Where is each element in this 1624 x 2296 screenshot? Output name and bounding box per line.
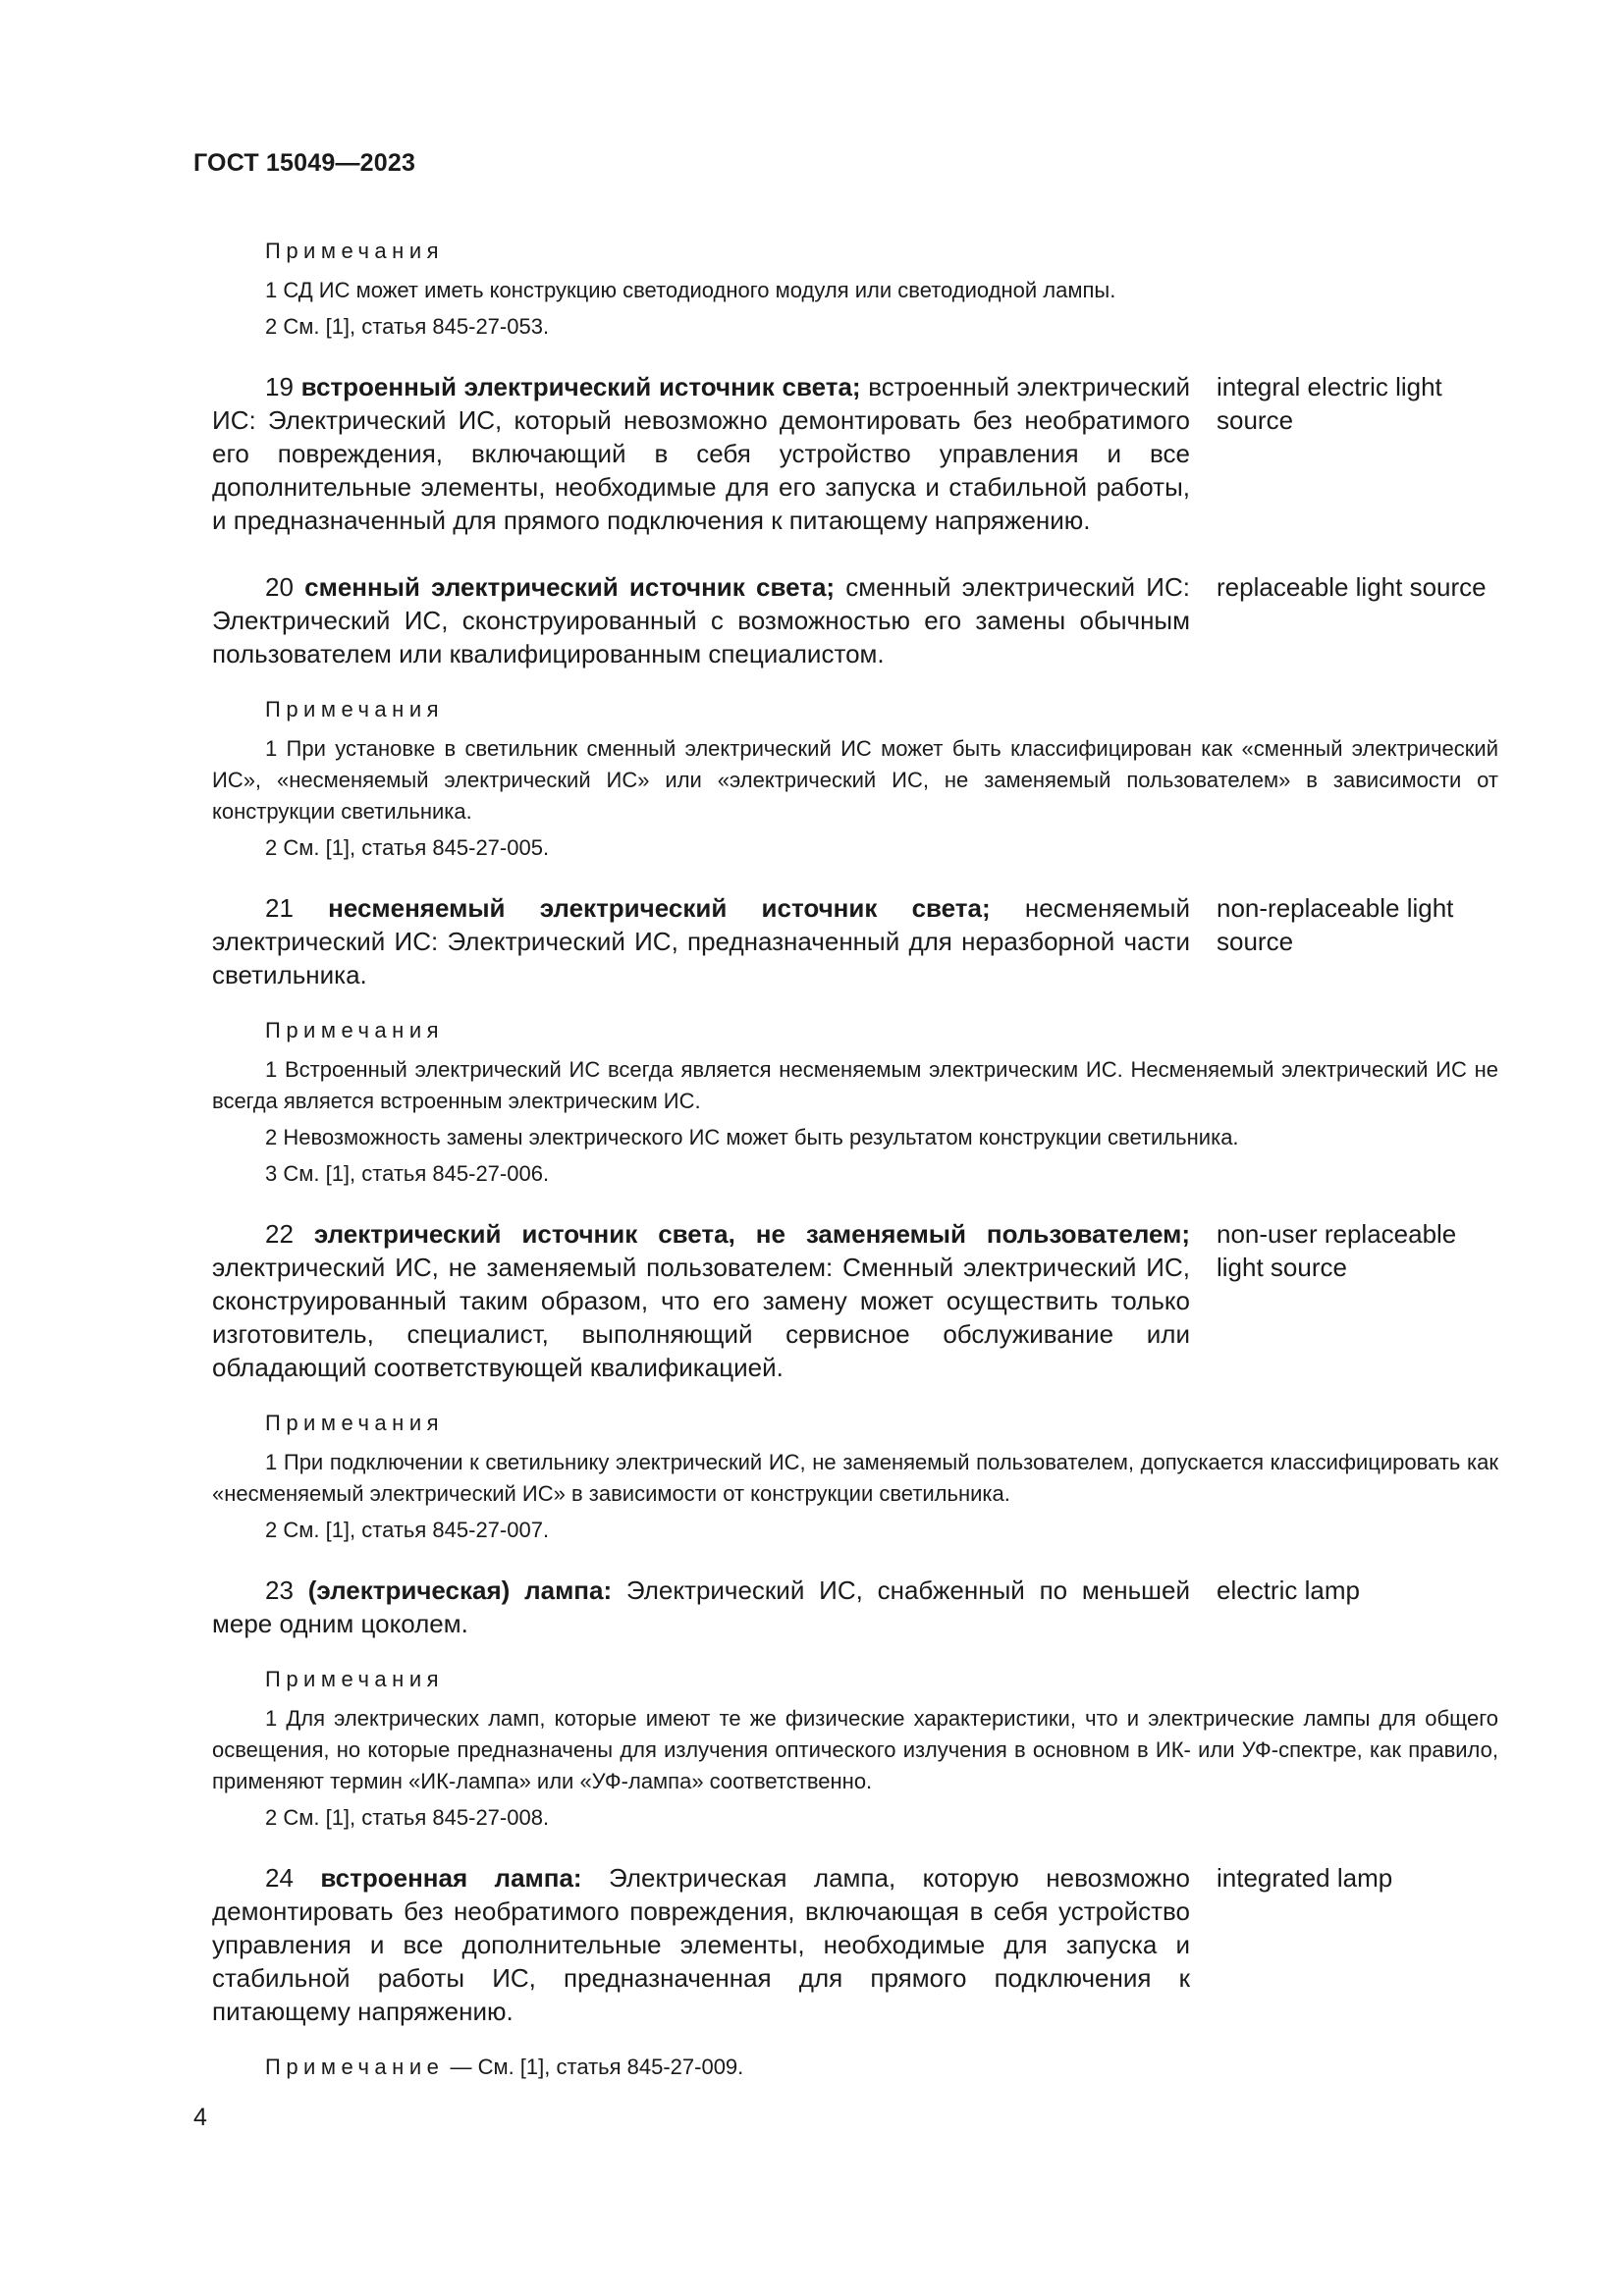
- term-number: 23: [265, 1575, 294, 1605]
- note-item: 1 СД ИС может иметь конструкцию светодиодного модуля или светодиодной лампы.: [265, 278, 1116, 302]
- term-entry-23: [212, 1574, 1498, 1640]
- term-definition-text: несменяемый электрический ИС: Электрический ИС, предназначенный для неразборной части светильника.: [212, 893, 1190, 989]
- notes-block: [212, 238, 1498, 343]
- document-header: ГОСТ 15049—2023: [193, 149, 416, 177]
- note-item: 1 Для электрических ламп, которые имеют те же физические характеристики, что и электрические лампы для общего освещения, но которые предназначены для излучения оптического излучения в основном в ИК- или УФ-спектре, как правило, применяют термин «ИК-лампа» или «УФ-лампа» соответственно.: [212, 1706, 1498, 1793]
- document-content: [212, 238, 1498, 2109]
- notes-title: Примечания: [265, 1411, 445, 1435]
- term-english: replaceable light source: [1217, 572, 1487, 602]
- term-entry-22: [212, 1217, 1498, 1384]
- note-item: 3 См. [1], статья 845-27-006.: [265, 1161, 550, 1186]
- term-english: integral electric light source: [1217, 372, 1442, 435]
- term-definition: [212, 1217, 1190, 1384]
- term-definition-text: сменный электрический ИС: Электрический ИС, сконструированный с возможностью его замены обычным пользователем или квалифицированным специалистом.: [212, 572, 1190, 668]
- single-note: [212, 2054, 1498, 2081]
- notes-title: Примечания: [265, 1667, 445, 1691]
- notes-block: [212, 1410, 1498, 1546]
- term-definition: [212, 1861, 1190, 2028]
- page-number: 4: [193, 2104, 207, 2131]
- term-name: встроенный электрический источник света;: [300, 372, 861, 401]
- note-item: 2 См. [1], статья 845-27-008.: [265, 1805, 550, 1830]
- note-item: 2 См. [1], статья 845-27-005.: [265, 835, 550, 860]
- term-name: несменяемый электрический источник света;: [328, 893, 991, 923]
- notes-block: [212, 1666, 1498, 1834]
- term-entry-24: [212, 1861, 1498, 2028]
- term-name: сменный электрический источник света;: [304, 572, 836, 602]
- term-name: встроенная лампа:: [320, 1863, 582, 1893]
- term-english: electric lamp: [1217, 1575, 1360, 1605]
- term-english: non-user replaceable light source: [1217, 1219, 1457, 1282]
- note-item: 2 Невозможность замены электрического ИС может быть результатом конструкции светильника.: [265, 1125, 1239, 1149]
- term-english: integrated lamp: [1217, 1863, 1393, 1893]
- term-definition: [212, 891, 1190, 991]
- term-number: 24: [265, 1863, 294, 1893]
- single-note-title: Примечание: [265, 2055, 445, 2079]
- term-definition: [212, 370, 1190, 537]
- single-note-text: — См. [1], статья 845-27-009.: [444, 2055, 744, 2079]
- term-entry-21: [212, 891, 1498, 991]
- term-number: 20: [265, 572, 294, 602]
- note-item: 2 См. [1], статья 845-27-007.: [265, 1518, 550, 1542]
- notes-block: [212, 1017, 1498, 1190]
- note-item: 1 Встроенный электрический ИС всегда является несменяемым электрическим ИС. Несменяемый электрический ИС не всегда является встроенным электрическим ИС.: [212, 1057, 1498, 1113]
- notes-block: [212, 696, 1498, 864]
- note-item: 1 При установке в светильник сменный электрический ИС может быть классифицирован как «сменный электрический ИС», «несменяемый электрический ИС» или «электрический ИС, не заменяемый пользователем» в зависимости от конструкции светильника.: [212, 736, 1498, 824]
- term-number: 22: [265, 1219, 294, 1249]
- notes-title: Примечания: [265, 697, 445, 721]
- term-number: 19: [265, 372, 294, 401]
- term-definition-text: Электрический ИС, снабженный по меньшей мере одним цоколем.: [212, 1575, 1190, 1638]
- term-definition-text: встроенный электрический ИС: Электрический ИС, который невозможно демонтировать без необратимого его повреждения, включающий в себя устройство управления и все дополнительные элементы, необходимые для его запуска и стабильной работы, и предназначенный для прямого подключения к питающему напряжению.: [212, 372, 1190, 535]
- term-entry-19: [212, 370, 1498, 537]
- term-definition: [212, 1574, 1190, 1640]
- term-name: электрический источник света, не заменяемый пользователем;: [313, 1219, 1190, 1249]
- notes-block: [212, 2054, 1498, 2081]
- term-definition-text: Электрическая лампа, которую невозможно демонтировать без необратимого повреждения, включающая в себя устройство управления и все дополнительные элементы, необходимые для запуска и стабильной работы ИС, предназначенная для прямого подключения к питающему напряжению.: [212, 1863, 1190, 2026]
- term-name: (электрическая) лампа:: [307, 1575, 613, 1605]
- notes-title: Примечания: [265, 239, 445, 263]
- notes-title: Примечания: [265, 1018, 445, 1042]
- note-item: 2 См. [1], статья 845-27-053.: [265, 314, 550, 339]
- term-number: 21: [265, 893, 294, 923]
- note-item: 1 При подключении к светильнику электрический ИС, не заменяемый пользователем, допускается классифицировать как «несменяемый электрический ИС» в зависимости от конструкции светильника.: [212, 1450, 1498, 1506]
- term-definition: [212, 570, 1190, 670]
- term-english: non-replaceable light source: [1217, 893, 1454, 956]
- term-definition-text: электрический ИС, не заменяемый пользователем: Сменный электрический ИС, сконструированный таким образом, что его замену может осуществить только изготовитель, специалист, выполняющий сервисное обслуживание или обладающий соответствующей квалификацией.: [212, 1253, 1190, 1382]
- term-entry-20: [212, 570, 1498, 670]
